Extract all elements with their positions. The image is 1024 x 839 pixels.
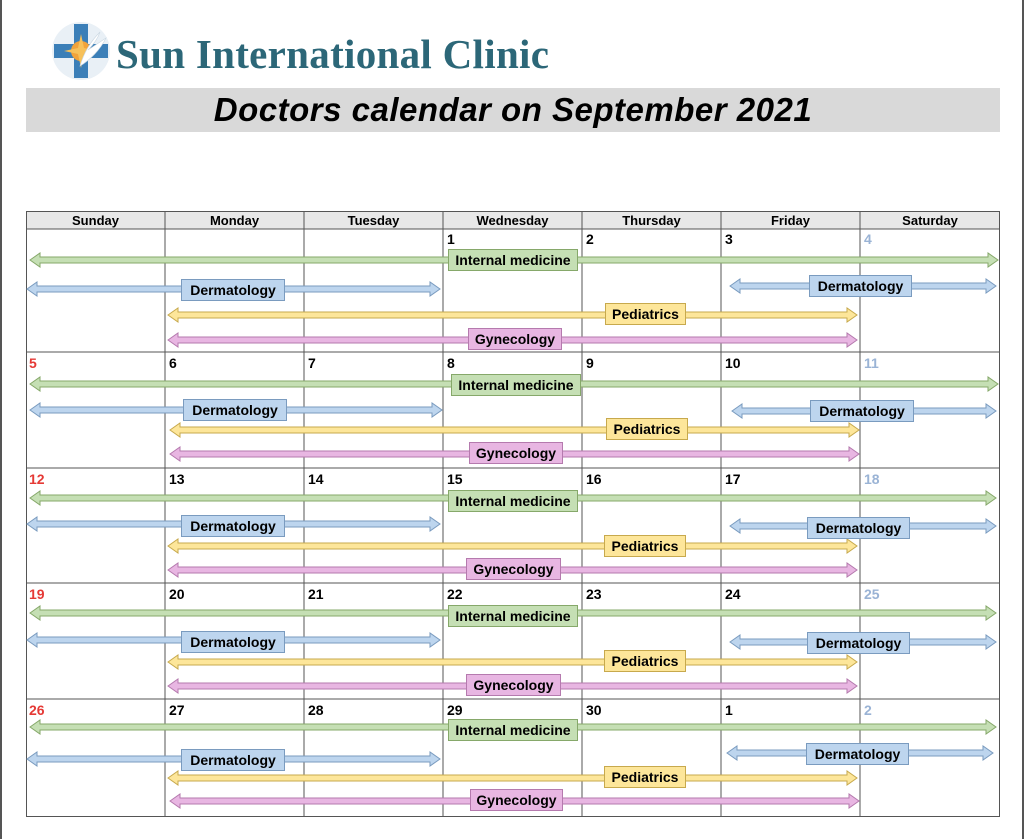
pediatrics-arrow (170, 423, 859, 437)
gynecology-label: Gynecology (469, 442, 563, 464)
dermatology-label: Dermatology (181, 631, 285, 653)
pediatrics-label: Pediatrics (604, 766, 686, 788)
day-number: 2 (586, 231, 594, 247)
dermatology-label: Dermatology (806, 743, 909, 765)
day-number-saturday: 4 (864, 231, 872, 247)
day-number: 24 (725, 586, 741, 602)
day-number-sunday: 5 (29, 355, 37, 371)
day-number: 22 (447, 586, 463, 602)
day-number-sunday: 26 (29, 702, 45, 718)
dermatology-label: Dermatology (181, 279, 285, 301)
day-number: 1 (447, 231, 455, 247)
weekday-thursday: Thursday (622, 212, 681, 228)
day-number: 15 (447, 471, 463, 487)
pediatrics-label: Pediatrics (604, 650, 686, 672)
day-number: 28 (308, 702, 324, 718)
pediatrics-label: Pediatrics (606, 418, 688, 440)
gynecology-label: Gynecology (466, 674, 561, 696)
day-number: 20 (169, 586, 185, 602)
weekday-tuesday: Tuesday (347, 212, 400, 228)
day-number-saturday: 25 (864, 586, 880, 602)
dermatology-label: Dermatology (181, 749, 285, 771)
day-number: 13 (169, 471, 185, 487)
day-number-saturday: 11 (864, 355, 879, 371)
weekday-friday: Friday (770, 212, 810, 228)
dermatology-label: Dermatology (807, 517, 910, 539)
gynecology-label: Gynecology (470, 789, 563, 811)
pediatrics-arrow (168, 655, 857, 669)
day-number: 7 (308, 355, 316, 371)
day-number: 8 (447, 355, 455, 371)
day-number: 10 (725, 355, 741, 371)
day-number: 29 (447, 702, 463, 718)
weekday-saturday: Saturday (902, 212, 958, 228)
internal-medicine-label: Internal medicine (448, 605, 578, 627)
weekday-monday: Monday (209, 212, 260, 228)
dermatology-label: Dermatology (183, 399, 287, 421)
pediatrics-arrow (168, 539, 857, 553)
dermatology-label: Dermatology (181, 515, 285, 537)
gynecology-label: Gynecology (466, 558, 561, 580)
internal-medicine-label: Internal medicine (448, 719, 578, 741)
day-number: 23 (586, 586, 602, 602)
day-number: 30 (586, 702, 602, 718)
weekday-sunday: Sunday (72, 212, 119, 228)
day-number: 16 (586, 471, 602, 487)
calendar (26, 211, 1000, 817)
clinic-logo-icon (50, 20, 112, 82)
dermatology-label: Dermatology (809, 275, 912, 297)
day-number-sunday: 19 (29, 586, 45, 602)
internal-medicine-label: Internal medicine (448, 249, 578, 271)
day-number: 21 (308, 586, 324, 602)
day-number: 1 (725, 702, 733, 718)
day-number: 3 (725, 231, 733, 247)
day-number-sunday: 12 (29, 471, 45, 487)
day-number-saturday: 2 (864, 702, 872, 718)
day-number: 9 (586, 355, 594, 371)
dermatology-label: Dermatology (810, 400, 914, 422)
page-border-left (0, 0, 2, 839)
weekday-wednesday: Wednesday (476, 212, 549, 228)
internal-medicine-label: Internal medicine (448, 490, 578, 512)
day-number: 6 (169, 355, 177, 371)
pediatrics-arrow (168, 308, 857, 322)
pediatrics-label: Pediatrics (605, 303, 686, 325)
page-title: Doctors calendar on September 2021 (213, 91, 813, 128)
dermatology-label: Dermatology (807, 632, 910, 654)
gynecology-label: Gynecology (468, 328, 562, 350)
pediatrics-arrow (168, 771, 857, 785)
day-number-saturday: 18 (864, 471, 880, 487)
day-number: 14 (308, 471, 324, 487)
clinic-name: Sun International Clinic (116, 31, 550, 77)
internal-medicine-label: Internal medicine (451, 374, 581, 396)
day-number: 17 (725, 471, 741, 487)
title-bar (26, 88, 1000, 132)
pediatrics-label: Pediatrics (604, 535, 686, 557)
day-number: 27 (169, 702, 185, 718)
